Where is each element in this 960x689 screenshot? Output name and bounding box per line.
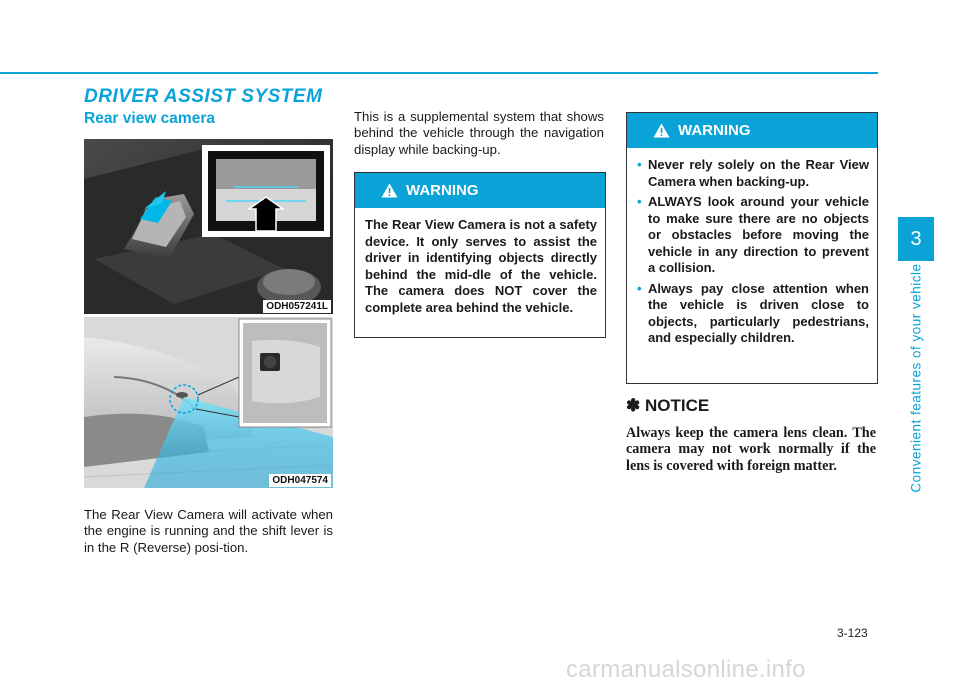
page-number: 3-123 (837, 626, 868, 640)
bullet-icon: • (637, 280, 642, 296)
chapter-title: Convenient features of your vehicle (908, 263, 924, 493)
notice-title: ✽ NOTICE (626, 396, 710, 415)
notice-text: Always keep the camera lens clean. The camera may not work normally if the lens is covered with foreign matter. (626, 425, 876, 474)
bullet-icon: • (637, 157, 642, 172)
warning-list (637, 157, 869, 347)
rear-camera-trunk-illustration (84, 317, 333, 488)
subsection-title: Rear view camera (84, 110, 215, 127)
figure-code: ODH047574 (269, 474, 331, 487)
left-paragraph: The Rear View Camera will activate when the engine is running and the shift lever is in the R (Reverse) posi-tion. (84, 507, 333, 555)
warning-title: WARNING (406, 182, 479, 199)
watermark: carmanualsonline.info (566, 656, 806, 683)
middle-paragraph: This is a supplemental system that shows behind the vehicle through the navigation display while backing-up. (354, 109, 604, 157)
warning-list-wrap (627, 148, 877, 357)
warning-header (355, 173, 605, 208)
warning-box-right (626, 112, 878, 384)
warning-box-middle (354, 172, 606, 338)
figure-shift-lever (84, 139, 333, 314)
figure-rear-camera (84, 317, 333, 488)
section-title: DRIVER ASSIST SYSTEM (84, 86, 323, 107)
bullet-icon: • (637, 194, 642, 209)
warning-triangle-icon (653, 123, 670, 138)
list-item: • Always pay close attention when the vehicle is driven close to objects, particularly pedestrians, and especially children. (637, 280, 869, 345)
warning-text: The Rear View Camera is not a safety device. It only serves to assist the driver in identifying objects directly behind the mid-dle of the vehicle. The camera does NOT cover the complete area behind the vehicle. (365, 217, 597, 315)
list-item: • Never rely solely on the Rear View Camera when backing-up. (637, 157, 869, 189)
shift-lever-camera-screen-illustration (84, 139, 333, 314)
header-rule (0, 72, 878, 74)
list-item: • ALWAYS look around your vehicle to make sure there are no objects or obstacles before moving the vehicle in any direction to prevent a collision. (637, 194, 869, 275)
warning-header (627, 113, 877, 148)
warning-triangle-icon (381, 183, 398, 198)
chapter-number-tab: 3 (898, 217, 934, 261)
figure-code: ODH057241L (263, 300, 331, 313)
warning-title: WARNING (678, 122, 751, 139)
